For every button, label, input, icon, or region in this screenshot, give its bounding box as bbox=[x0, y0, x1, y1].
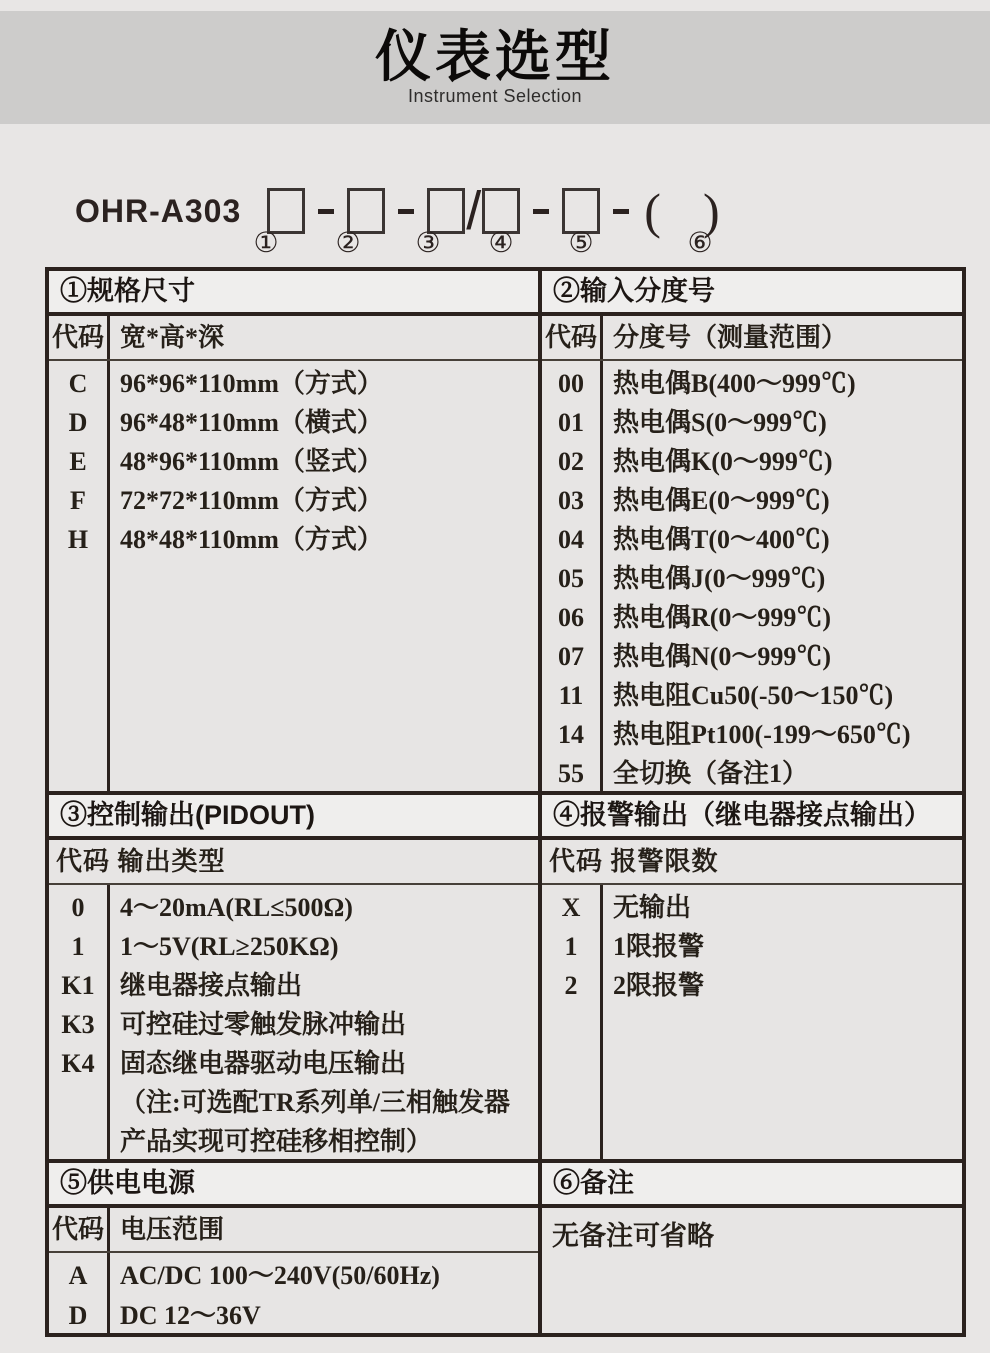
description-cell: 热电偶S(0～999℃) bbox=[613, 408, 827, 437]
code-cell: H bbox=[67, 525, 89, 554]
description-cell: 热电偶R(0～999℃) bbox=[613, 603, 832, 632]
dash-separator bbox=[398, 209, 414, 214]
code-cell: 11 bbox=[558, 681, 584, 710]
code-cell: 1 bbox=[71, 932, 85, 961]
description-cell: 48*96*110mm（竖式） bbox=[120, 447, 383, 476]
position-number-4: ④ bbox=[488, 228, 514, 259]
code-cell: X bbox=[561, 893, 581, 922]
code-cell: D bbox=[68, 408, 88, 437]
code-list bbox=[542, 885, 603, 1159]
position-number-1: ① bbox=[253, 228, 279, 259]
code-cell: 2 bbox=[564, 971, 578, 1000]
model-prefix: OHR-A303 bbox=[75, 192, 242, 229]
section-column-header bbox=[49, 1208, 538, 1253]
dash-separator bbox=[613, 209, 629, 214]
code-cell: 05 bbox=[558, 564, 584, 593]
page-title: 仪表选型 bbox=[375, 25, 615, 88]
description-cell: 可控硅过零触发脉冲输出 bbox=[120, 1010, 407, 1039]
description-cell: 热电偶T(0～400℃) bbox=[613, 525, 830, 554]
description-cell: AC/DC 100～240V(50/60Hz) bbox=[120, 1261, 440, 1290]
description-cell: 4～20mA(RL≤500Ω) bbox=[120, 893, 353, 922]
description-cell: 96*96*110mm（方式） bbox=[120, 369, 383, 398]
joint-column-header: 代码 报警限数 bbox=[549, 847, 719, 876]
code-list bbox=[49, 361, 110, 791]
description-cell: 继电器接点输出 bbox=[120, 971, 303, 1000]
code-cell: K3 bbox=[61, 1010, 95, 1039]
description-cell: 产品实现可控硅移相控制） bbox=[120, 1127, 433, 1156]
code-cell bbox=[49, 1122, 107, 1161]
dash-separator bbox=[533, 209, 549, 214]
section-body bbox=[49, 361, 538, 791]
code-cell: 1 bbox=[564, 932, 578, 961]
description-cell: 72*72*110mm（方式） bbox=[120, 486, 383, 515]
code-cell: 0 bbox=[71, 893, 85, 922]
position-number-5: ⑤ bbox=[568, 228, 594, 259]
description-cell: 热电阻Pt100(-199～650℃) bbox=[613, 720, 911, 749]
description-cell: 热电偶E(0～999℃) bbox=[613, 486, 830, 515]
section-power-supply bbox=[49, 1163, 538, 1333]
description-column-header: 分度号（测量范围） bbox=[613, 323, 848, 352]
description-column-header: 电压范围 bbox=[120, 1215, 225, 1244]
code-column-header: 代码 bbox=[542, 316, 603, 359]
code-cell: 14 bbox=[558, 720, 584, 749]
description-cell: 热电阻Cu50(-50～150℃) bbox=[613, 681, 894, 710]
code-column-header: 代码 bbox=[49, 1208, 110, 1251]
description-cell: 热电偶K(0～999℃) bbox=[613, 447, 833, 476]
description-cell: 热电偶N(0～999℃) bbox=[613, 642, 832, 671]
page-subtitle: Instrument Selection bbox=[407, 86, 583, 106]
table-left-column bbox=[49, 271, 542, 1333]
position-number-6: ⑥ bbox=[687, 228, 713, 259]
section-title: ②输入分度号 bbox=[542, 271, 962, 316]
section-alarm-output bbox=[542, 795, 962, 1163]
section-spec-size bbox=[49, 271, 538, 795]
description-list bbox=[110, 361, 538, 791]
code-cell: 06 bbox=[558, 603, 584, 632]
paren-open: ( bbox=[644, 183, 661, 239]
section-column-header bbox=[542, 840, 962, 885]
section-body bbox=[542, 361, 962, 791]
description-cell: 热电偶B(400～999℃) bbox=[613, 369, 856, 398]
description-list bbox=[110, 885, 538, 1159]
code-cell: 00 bbox=[558, 369, 584, 398]
code-list bbox=[542, 361, 603, 791]
description-cell: 全切换（备注1） bbox=[613, 759, 809, 788]
description-cell: 1限报警 bbox=[613, 932, 705, 961]
section-remark bbox=[542, 1163, 962, 1333]
code-cell: F bbox=[70, 486, 86, 515]
description-cell: DC 12～36V bbox=[120, 1301, 261, 1330]
code-cell: 07 bbox=[558, 642, 584, 671]
description-list bbox=[603, 885, 962, 1159]
code-cell: 55 bbox=[558, 759, 584, 788]
code-cell: 04 bbox=[558, 525, 584, 554]
table-right-column bbox=[542, 271, 962, 1333]
position-number-2: ② bbox=[335, 228, 361, 259]
code-list bbox=[49, 1253, 110, 1333]
joint-column-header: 代码 输出类型 bbox=[56, 847, 226, 876]
description-cell: 热电偶J(0～999℃) bbox=[613, 564, 826, 593]
position-number-row bbox=[0, 227, 990, 261]
section-column-header bbox=[542, 316, 962, 361]
position-number-3: ③ bbox=[415, 228, 441, 259]
description-cell: 无输出 bbox=[613, 893, 692, 922]
section-body bbox=[49, 1253, 538, 1333]
description-cell: 96*48*110mm（横式） bbox=[120, 408, 383, 437]
section-title: ④报警输出（继电器接点输出） bbox=[542, 795, 962, 840]
code-cell: E bbox=[69, 447, 87, 476]
header-banner bbox=[0, 11, 990, 124]
section-control-output bbox=[49, 795, 538, 1163]
code-cell: 02 bbox=[558, 447, 584, 476]
code-column-header: 代码 bbox=[49, 316, 110, 359]
description-column-header: 宽*高*深 bbox=[120, 323, 225, 352]
code-cell: K4 bbox=[61, 1049, 95, 1078]
code-list bbox=[49, 885, 110, 1159]
description-cell: （注:可选配TR系列单/三相触发器 bbox=[120, 1088, 511, 1117]
dash-separator bbox=[318, 209, 334, 214]
section-body bbox=[542, 885, 962, 1159]
section-input-graduation bbox=[542, 271, 962, 795]
description-cell: 48*48*110mm（方式） bbox=[120, 525, 383, 554]
description-list bbox=[603, 361, 962, 791]
section-title: ⑥备注 bbox=[542, 1163, 962, 1208]
description-list bbox=[110, 1253, 538, 1333]
code-cell: C bbox=[68, 369, 88, 398]
section-title: ③控制输出(PIDOUT) bbox=[49, 795, 538, 840]
description-cell: 固态继电器驱动电压输出 bbox=[120, 1049, 407, 1078]
code-cell: 03 bbox=[558, 486, 584, 515]
section-title: ⑤供电电源 bbox=[49, 1163, 538, 1208]
code-cell: A bbox=[68, 1261, 88, 1290]
code-cell: K1 bbox=[61, 971, 95, 1000]
slash-separator: / bbox=[466, 181, 482, 241]
description-cell: 1～5V(RL≥250KΩ) bbox=[120, 932, 339, 961]
code-cell: 01 bbox=[558, 408, 584, 437]
description-cell: 2限报警 bbox=[613, 971, 705, 1000]
selection-table bbox=[45, 267, 966, 1337]
section-title: ①规格尺寸 bbox=[49, 271, 538, 316]
section-column-header bbox=[49, 316, 538, 361]
code-cell: D bbox=[68, 1301, 88, 1330]
section-body bbox=[49, 885, 538, 1159]
remark-note: 无备注可省略 bbox=[552, 1221, 714, 1251]
code-cell bbox=[49, 1083, 107, 1122]
paren-close: ) bbox=[702, 183, 720, 239]
section-column-header bbox=[49, 840, 538, 885]
